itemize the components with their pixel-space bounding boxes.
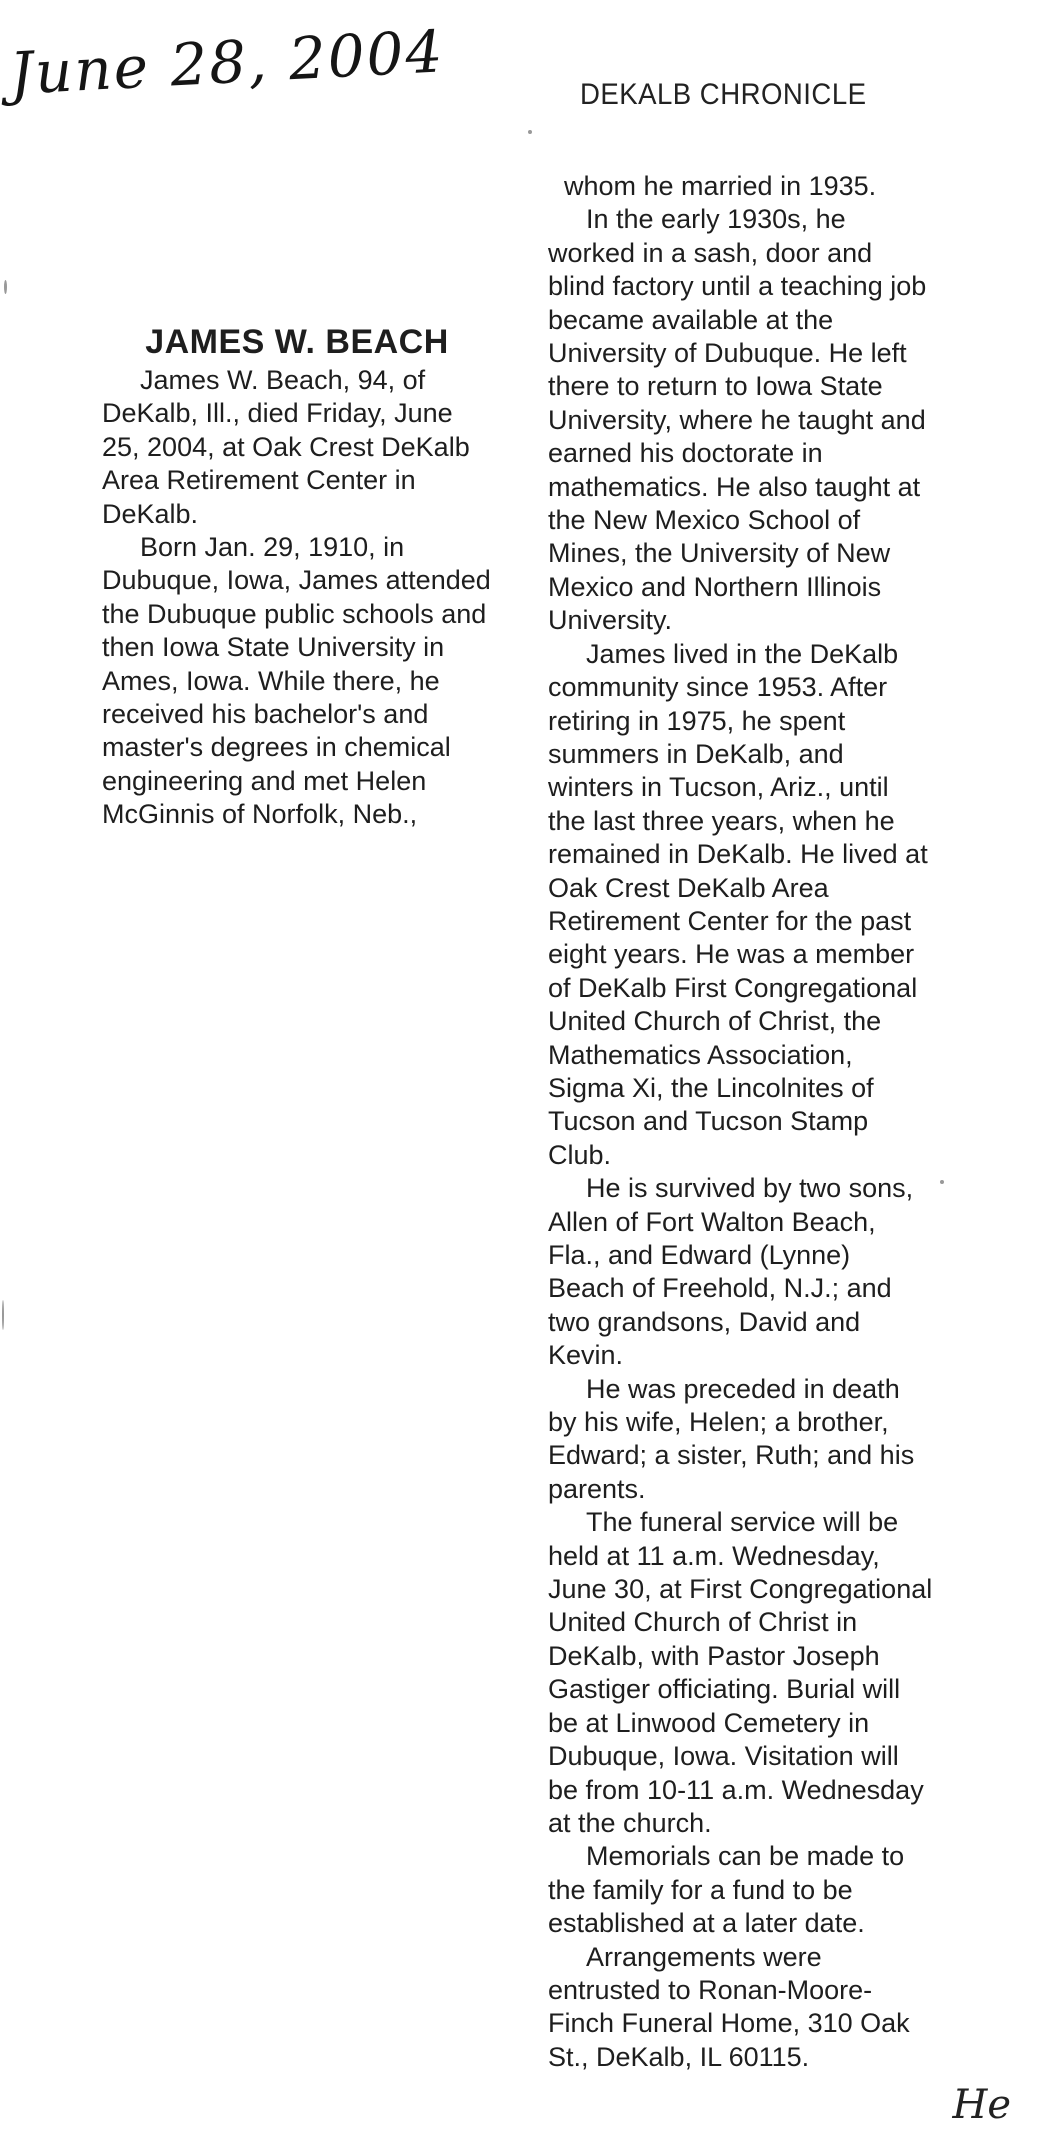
handwritten-margin-note: He: [952, 2082, 1011, 2128]
scan-speck: [4, 280, 7, 294]
obituary-column-1: [102, 322, 492, 832]
obituary-paragraph: Memorials can be made to the family for a fund to be established at a later date.: [548, 1841, 905, 1939]
obituary-paragraph: Born Jan. 29, 1910, in Dubuque, Iowa, James attended the Dubuque public schools and then Iowa State University in Ames, Iowa. While there, he received his bachelor's and master's degrees in chemical engineering and met Helen McGinnis of Norfolk, Neb.,: [102, 532, 491, 830]
handwritten-date: June 28, 2004: [8, 17, 446, 108]
obituary-paragraph: James W. Beach, 94, of DeKalb, Ill., died Friday, June 25, 2004, at Oak Crest DeKalb Area Retirement Center in DeKalb.: [102, 365, 470, 529]
obituary-paragraph: In the early 1930s, he worked in a sash, door and blind factory until a teaching job became available at the University of Dubuque. He left there to return to Iowa State University, where he taught and earned his doctorate in mathematics. He also taught at the New Mexico School of Mines, the University of New Mexico and Northern Illinois University.: [548, 204, 927, 636]
scan-speck: [2, 1300, 4, 1330]
obituary-column-2: [548, 170, 933, 2074]
obituary-heading: JAMES W. BEACH: [145, 323, 449, 361]
newspaper-masthead: DEKALB CHRONICLE: [580, 78, 867, 111]
obituary-paragraph: He was preceded in death by his wife, Helen; a brother, Edward; a sister, Ruth; and his parents.: [548, 1373, 915, 1504]
obituary-paragraph: The funeral service will be held at 11 a.m. Wednesday, June 30, at First Congregational United Church of Christ in DeKalb, with Pastor Joseph Gastiger officiating. Burial will be at Linwood Cemetery in Dubuque, Iowa. Visitation will be from 10-11 a.m. Wednesday at the church.: [548, 1507, 933, 1838]
obituary-continuation: whom he married in 1935.: [564, 171, 877, 201]
scan-speck: [528, 130, 532, 134]
obituary-paragraph: James lived in the DeKalb community since 1953. After retiring in 1975, he spent summers in DeKalb, and winters in Tucson, Ariz., until the last three years, when he remained in DeKalb. He lived at Oak Crest DeKalb Area Retirement Center for the past eight years. He was a member of DeKalb First Congregational United Church of Christ, the Mathematics Association, Sigma Xi, the Lincolnites of Tucson and Tucson Stamp Club.: [548, 638, 928, 1170]
obituary-paragraph: Arrangements were entrusted to Ronan-Moore-Finch Funeral Home, 310 Oak St., DeKalb, IL 60115.: [548, 1941, 910, 2072]
scan-speck: [940, 1180, 944, 1184]
obituary-paragraph: He is survived by two sons, Allen of Fort Walton Beach, Fla., and Edward (Lynne) Beach of Freehold, N.J.; and two grandsons, David and Kevin.: [548, 1173, 914, 1371]
